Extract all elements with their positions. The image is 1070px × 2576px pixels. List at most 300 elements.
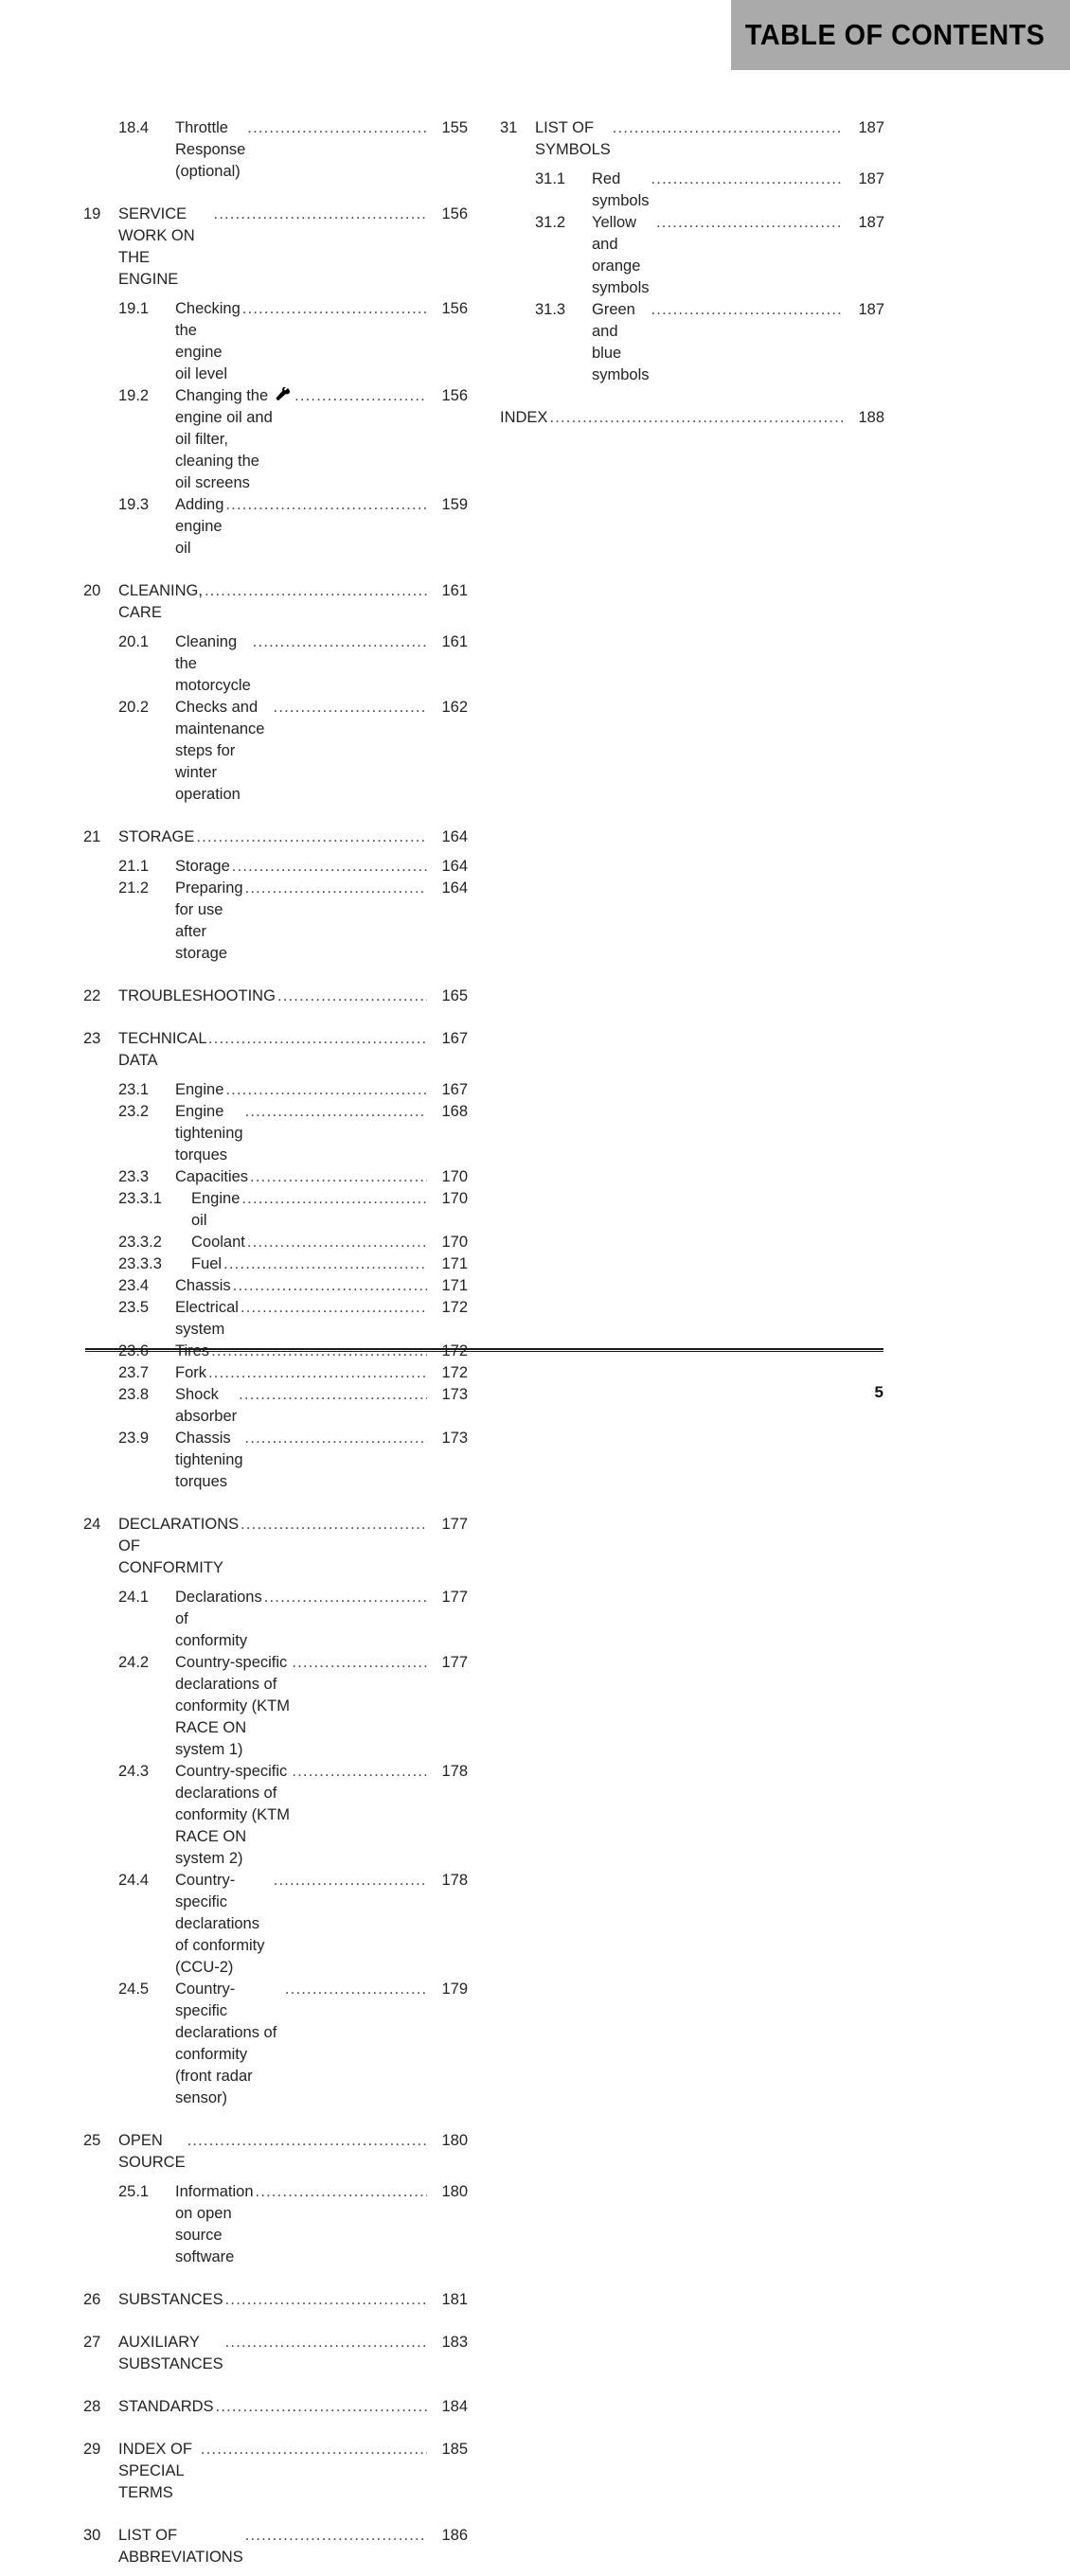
toc-leader-row <box>191 1232 468 1253</box>
toc-entry-number: 21.2 <box>118 879 150 897</box>
toc-entry[interactable] <box>83 1028 468 1072</box>
toc-entry-title-block <box>118 1514 468 1579</box>
toc-entry-title: STANDARDS <box>118 2398 214 2415</box>
toc-entry-number: 19 <box>83 205 101 222</box>
toc-entry-page: 171 <box>441 1277 468 1294</box>
toc-entry-number: 23.6 <box>118 1342 150 1359</box>
toc-entry[interactable] <box>83 1362 468 1384</box>
toc-leader-row <box>592 169 884 212</box>
toc-leader-dots <box>250 1166 427 1188</box>
toc-entry[interactable] <box>83 1275 468 1297</box>
toc-leader-row <box>175 494 468 560</box>
toc-entry-title-block <box>175 1079 468 1101</box>
toc-leader-dots <box>216 2396 427 2418</box>
toc-entry[interactable] <box>83 1587 468 1652</box>
toc-leader-row <box>175 1652 468 1761</box>
toc-entry[interactable] <box>83 1253 468 1275</box>
toc-entry-page: 167 <box>441 1030 468 1047</box>
toc-entry-title: INDEX <box>500 409 548 426</box>
toc-leader-row <box>175 856 468 878</box>
toc-entry-title-block <box>175 1652 468 1761</box>
toc-entry-page: 172 <box>441 1299 468 1316</box>
toc-entry-page: 156 <box>441 300 468 317</box>
toc-right-column <box>500 117 884 2576</box>
toc-entry-title: Coolant <box>191 1234 245 1251</box>
toc-entry-number: 24.5 <box>118 1981 150 1998</box>
toc-entry-page: 156 <box>441 205 468 222</box>
toc-leader-dots <box>256 2181 427 2203</box>
toc-entry-title: TROUBLESHOOTING <box>118 987 276 1004</box>
toc-leader-dots <box>241 1188 427 1210</box>
toc-entry-title: SERVICE WORK ON THE ENGINE <box>118 205 195 288</box>
toc-entry-title-block <box>118 2439 468 2504</box>
toc-entry-number: 19.1 <box>118 300 150 317</box>
toc-entry-title-block <box>175 1428 468 1493</box>
toc-entry-title: LIST OF ABBREVIATIONS <box>118 2527 243 2566</box>
toc-entry-page: 187 <box>858 170 884 187</box>
toc-entry[interactable] <box>500 212 884 299</box>
toc-leader-row <box>175 1297 468 1341</box>
toc-entry-number: 20 <box>83 582 101 599</box>
toc-entry-number: 29 <box>83 2441 101 2458</box>
toc-entry-title: CLEANING, CARE <box>118 582 203 621</box>
toc-entry-page: 172 <box>441 1342 468 1359</box>
toc-entry-title-block <box>175 298 468 385</box>
toc-leader-row <box>175 1166 468 1188</box>
toc-entry-title-block <box>175 1870 468 1979</box>
toc-entry[interactable] <box>83 204 468 291</box>
toc-entry-title-block <box>118 826 468 848</box>
toc-entry[interactable] <box>83 2439 468 2504</box>
toc-leader-row <box>118 204 468 291</box>
toc-entry-page: 181 <box>441 2291 468 2308</box>
toc-entry-page: 164 <box>441 858 468 875</box>
toc-entry-title: LIST OF SYMBOLS <box>535 119 611 158</box>
toc-entry[interactable] <box>83 1428 468 1493</box>
toc-leader-row <box>500 407 884 429</box>
toc-entry-title-block <box>175 1275 468 1297</box>
toc-entry-title: Country-specific declarations of conformity (CCU-2) <box>175 1872 265 1976</box>
toc-leader-row <box>175 1587 468 1652</box>
toc-entry-title: Fuel <box>191 1255 223 1272</box>
toc-entry-page: 161 <box>441 633 468 650</box>
toc-entry-number: 23.2 <box>118 1103 150 1120</box>
toc-leader-row <box>592 212 884 299</box>
toc-entry-page: 170 <box>441 1168 468 1185</box>
toc-entry-title: Engine oil <box>191 1190 241 1229</box>
toc-entry-page: 187 <box>858 214 884 231</box>
toc-leader-dots <box>208 1362 427 1384</box>
wrench-icon <box>276 387 290 400</box>
toc-entry-title-block <box>175 1166 468 1188</box>
toc-entry-title-block <box>175 878 468 965</box>
toc-entry-page: 185 <box>441 2441 468 2458</box>
toc-entry[interactable] <box>83 117 468 183</box>
toc-leader-row <box>175 697 468 806</box>
toc-leader-dots <box>213 204 427 225</box>
toc-entry[interactable] <box>83 2525 468 2568</box>
toc-entry-number: 20.2 <box>118 699 150 716</box>
toc-leader-dots <box>241 1297 427 1319</box>
toc-leader-row <box>175 1079 468 1101</box>
toc-entry-number: 23 <box>83 1030 101 1047</box>
toc-entry-title: Fork <box>175 1364 206 1381</box>
toc-entry-number: 20.1 <box>118 633 150 650</box>
toc-entry-title-block <box>175 1362 468 1384</box>
toc-leader-row <box>118 826 468 848</box>
toc-entry-page: 161 <box>441 582 468 599</box>
page-header-band <box>731 0 1070 70</box>
toc-leader-dots <box>292 1761 427 1783</box>
toc-entry-title-block <box>175 1979 468 2109</box>
toc-entry-page: 155 <box>441 119 468 136</box>
toc-leader-dots <box>245 878 427 899</box>
toc-entry-title-block <box>175 385 468 494</box>
toc-entry[interactable] <box>500 407 884 429</box>
toc-entry-page: 164 <box>441 828 468 845</box>
toc-entry[interactable] <box>83 1101 468 1166</box>
toc-entry[interactable] <box>500 117 884 161</box>
toc-leader-row <box>175 1101 468 1166</box>
toc-entry-title: OPEN SOURCE <box>118 2132 186 2171</box>
toc-leader-row <box>535 117 884 161</box>
toc-entry-title: Country-specific declarations of conformity (KTM RACE ON system 2) <box>175 1763 291 1867</box>
toc-entry-page: 177 <box>441 1654 468 1671</box>
toc-leader-dots <box>233 1275 427 1297</box>
toc-entry-title: Throttle Response (optional) <box>175 119 246 180</box>
toc-entry[interactable] <box>83 2130 468 2174</box>
toc-entry-title-block <box>175 856 468 878</box>
toc-entry-title: Electrical system <box>175 1299 239 1338</box>
toc-entry-title: Engine <box>175 1081 224 1098</box>
toc-entry[interactable] <box>83 2396 468 2418</box>
toc-entry-title-block <box>118 2396 468 2418</box>
toc-entry-page: 183 <box>441 2334 468 2351</box>
toc-entry-page: 162 <box>441 699 468 716</box>
toc-leader-row <box>175 631 468 697</box>
toc-entry[interactable] <box>83 856 468 878</box>
toc-entry-title: TECHNICAL DATA <box>118 1030 206 1069</box>
toc-entry-number: 23.1 <box>118 1081 150 1098</box>
page-title: TABLE OF CONTENTS <box>744 18 1045 51</box>
toc-leader-dots <box>196 826 427 848</box>
toc-entry-page: 186 <box>441 2527 468 2544</box>
toc-entry-title-block <box>592 212 884 299</box>
toc-entry-page: 180 <box>441 2132 468 2149</box>
toc-leader-dots <box>205 580 427 602</box>
toc-leader-dots <box>274 697 427 719</box>
toc-leader-row <box>118 2130 468 2174</box>
toc-entry-number: 23.3.3 <box>118 1255 162 1272</box>
footer-page-number: 5 <box>874 1383 883 1401</box>
toc-leader-dots <box>239 1384 427 1406</box>
toc-leader-row <box>175 1384 468 1428</box>
toc-entry-title-block <box>175 1587 468 1652</box>
toc-entry-number: 25 <box>83 2132 101 2149</box>
toc-entry-page: 165 <box>441 987 468 1004</box>
toc-leader-dots <box>241 1514 427 1536</box>
toc-leader-dots <box>223 1253 427 1275</box>
toc-entry-page: 187 <box>858 301 884 318</box>
toc-leader-dots <box>274 1870 427 1892</box>
toc-entry-page: 173 <box>441 1430 468 1447</box>
toc-leader-row <box>118 2396 468 2418</box>
toc-leader-dots <box>264 1587 427 1608</box>
toc-entry[interactable] <box>83 385 468 494</box>
toc-entry-title-block <box>118 986 468 1007</box>
toc-entry-title-block <box>118 1028 468 1072</box>
toc-entry-title-block <box>175 631 468 697</box>
toc-entry-page: 178 <box>441 1763 468 1780</box>
toc-entry[interactable] <box>83 986 468 1007</box>
toc-entry-page: 167 <box>441 1081 468 1098</box>
toc-entry-title-block <box>592 299 884 386</box>
toc-entry[interactable] <box>83 1079 468 1101</box>
toc-entry-title-block <box>175 2181 468 2268</box>
toc-entry-page: 188 <box>858 409 884 426</box>
toc-leader-row <box>175 385 468 494</box>
toc-entry-title: Yellow and orange symbols <box>592 214 650 296</box>
toc-entry[interactable] <box>83 2181 468 2268</box>
toc-entry-title-block <box>191 1253 468 1275</box>
toc-leader-row <box>118 986 468 1007</box>
toc-entry-page: 179 <box>441 1981 468 1998</box>
toc-entry-number: 31.1 <box>535 170 566 187</box>
toc-leader-row <box>175 117 468 183</box>
toc-entry-number: 21.1 <box>118 858 150 875</box>
toc-entry[interactable] <box>83 580 468 624</box>
toc-leader-dots <box>613 117 844 139</box>
toc-entry-number: 31.3 <box>535 301 566 318</box>
toc-entry-title: Capacities <box>175 1168 249 1185</box>
toc-leader-row <box>175 298 468 385</box>
toc-entry-page: 178 <box>441 1872 468 1889</box>
toc-entry-number: 19.2 <box>118 387 150 404</box>
toc-entry-title: Engine tightening torques <box>175 1103 243 1164</box>
toc-entry-title-block <box>118 204 468 291</box>
toc-leader-row <box>592 299 884 386</box>
toc-leader-row <box>118 1028 468 1072</box>
toc-entry-title: Chassis tightening torques <box>175 1430 243 1490</box>
toc-entry-title-block <box>118 580 468 624</box>
toc-entry[interactable] <box>83 298 468 385</box>
toc-entry-title-block <box>191 1232 468 1253</box>
toc-leader-dots <box>247 1232 427 1253</box>
toc-entry-title: Checks and maintenance steps for winter operation <box>175 699 265 803</box>
toc-entry-number: 24 <box>83 1516 101 1533</box>
toc-entry-page: 180 <box>441 2183 468 2200</box>
toc-entry-title: Checking the engine oil level <box>175 300 241 382</box>
toc-entry-number: 22 <box>83 987 101 1004</box>
toc-entry[interactable] <box>83 826 468 848</box>
toc-entry[interactable] <box>83 1870 468 1979</box>
toc-entry[interactable] <box>83 1979 468 2109</box>
toc-entry[interactable] <box>500 169 884 212</box>
toc-entry-page: 168 <box>441 1103 468 1120</box>
toc-entry-number: 23.9 <box>118 1430 150 1447</box>
toc-entry-number: 26 <box>83 2291 101 2308</box>
toc-entry-title-block <box>175 1297 468 1341</box>
toc-leader-dots <box>242 298 427 320</box>
toc-leader-dots <box>294 385 427 407</box>
toc-entry-title-block <box>118 2130 468 2174</box>
toc-entry[interactable] <box>83 1652 468 1761</box>
toc-entry-title-block <box>175 1101 468 1166</box>
toc-leader-row <box>175 1275 468 1297</box>
toc-entry-title-block <box>175 494 468 560</box>
toc-leader-dots <box>225 2332 427 2354</box>
toc-entry-title: Tires <box>175 1342 210 1359</box>
toc-entry[interactable] <box>83 1232 468 1253</box>
toc-entry-title: Changing the engine oil and oil filter, cleaning the oil screens <box>175 387 273 491</box>
toc-entry-title: DECLARATIONS OF CONFORMITY <box>118 1516 240 1576</box>
toc-leader-dots <box>225 494 427 516</box>
toc-entry-title: Cleaning the motorcycle <box>175 633 251 694</box>
toc-leader-row <box>175 1428 468 1493</box>
toc-entry-title-block <box>175 697 468 806</box>
toc-leader-row <box>118 2525 468 2568</box>
toc-entry-number: 24.3 <box>118 1763 150 1780</box>
toc-leader-row <box>118 1514 468 1579</box>
toc-leader-row <box>118 580 468 624</box>
toc-entry-title: Adding engine oil <box>175 496 224 557</box>
toc-entry-page: 171 <box>441 1255 468 1272</box>
toc-entry-title-block <box>175 117 468 183</box>
toc-entry-page: 159 <box>441 496 468 513</box>
toc-leader-dots <box>201 2439 427 2461</box>
toc-leader-row <box>118 2439 468 2504</box>
toc-entry-title-block <box>592 169 884 212</box>
toc-entry-title: Information on open source software <box>175 2183 254 2265</box>
toc-entry-page: 156 <box>441 387 468 404</box>
toc-entry-title: Chassis <box>175 1277 231 1294</box>
toc-leader-dots <box>285 1979 427 2000</box>
toc-entry-title: Shock absorber <box>175 1386 238 1425</box>
toc-entry[interactable] <box>83 1384 468 1428</box>
toc-leader-row <box>175 1362 468 1384</box>
toc-entry-number: 24.1 <box>118 1589 150 1606</box>
toc-entry-title: Declarations of conformity <box>175 1589 262 1649</box>
toc-left-column <box>83 117 468 2576</box>
toc-entry-number: 23.5 <box>118 1299 150 1316</box>
toc-entry-title: Storage <box>175 858 230 875</box>
toc-entry-number: 27 <box>83 2334 101 2351</box>
toc-entry-title: SUBSTANCES <box>118 2291 223 2308</box>
toc-leader-dots <box>247 117 427 139</box>
toc-entry-number: 23.3 <box>118 1168 150 1185</box>
toc-entry-page: 177 <box>441 1516 468 1533</box>
toc-entry-title-block <box>500 407 884 429</box>
toc-entry-title: INDEX OF SPECIAL TERMS <box>118 2441 192 2501</box>
toc-entry[interactable] <box>83 878 468 965</box>
toc-leader-dots <box>245 2525 427 2547</box>
toc-leader-row <box>175 2181 468 2268</box>
toc-leader-dots <box>277 986 427 1007</box>
toc-leader-row <box>118 2332 468 2375</box>
toc-entry-number: 23.8 <box>118 1386 150 1403</box>
toc-entry[interactable] <box>83 1166 468 1188</box>
footer-divider <box>85 1348 883 1352</box>
toc-entry-number: 23.7 <box>118 1364 150 1381</box>
toc-leader-dots <box>651 299 844 321</box>
toc-entry-title: Country-specific declarations of conformity (front radar sensor) <box>175 1981 277 2106</box>
toc-leader-dots <box>225 1079 427 1101</box>
toc-leader-row <box>118 2289 468 2311</box>
toc-columns <box>83 117 883 2576</box>
toc-entry-page: 173 <box>441 1386 468 1403</box>
toc-entry-title: Country-specific declarations of conformity (KTM RACE ON system 1) <box>175 1654 291 1758</box>
toc-entry-page: 187 <box>858 119 884 136</box>
toc-entry[interactable] <box>83 494 468 560</box>
toc-leader-row <box>175 1979 468 2109</box>
toc-leader-dots <box>245 1428 427 1449</box>
toc-leader-dots <box>651 169 844 190</box>
toc-entry-number: 30 <box>83 2527 101 2544</box>
toc-leader-row <box>175 1761 468 1870</box>
toc-entry-title: Red symbols <box>592 170 650 209</box>
toc-entry-page: 177 <box>441 1589 468 1606</box>
toc-entry-number: 21 <box>83 828 101 845</box>
toc-entry-title-block <box>118 2289 468 2311</box>
toc-entry-title: AUXILIARY SUBSTANCES <box>118 2334 223 2372</box>
toc-entry-title-block <box>175 1384 468 1428</box>
toc-entry-number: 18.4 <box>118 119 150 136</box>
toc-leader-row <box>175 878 468 965</box>
toc-entry[interactable] <box>83 1188 468 1232</box>
toc-leader-dots <box>225 2289 427 2311</box>
toc-entry[interactable] <box>83 1514 468 1579</box>
toc-entry-number: 28 <box>83 2398 101 2415</box>
toc-entry-number: 23.3.2 <box>118 1234 162 1251</box>
toc-entry-number: 31 <box>500 119 518 136</box>
toc-leader-dots <box>187 2130 427 2152</box>
toc-entry-page: 184 <box>441 2398 468 2415</box>
toc-entry-title-block <box>535 117 884 161</box>
toc-entry-title-block <box>118 2525 468 2568</box>
toc-entry-number: 23.3.1 <box>118 1190 162 1207</box>
toc-entry[interactable] <box>83 697 468 806</box>
toc-leader-dots <box>253 631 427 653</box>
toc-entry[interactable] <box>83 1297 468 1341</box>
toc-entry-number: 24.4 <box>118 1872 150 1889</box>
toc-entry-title-block <box>118 2332 468 2375</box>
toc-entry-number: 25.1 <box>118 2183 150 2200</box>
toc-entry-page: 172 <box>441 1364 468 1381</box>
toc-entry[interactable] <box>500 299 884 386</box>
toc-entry[interactable] <box>83 2289 468 2311</box>
toc-entry-number: 19.3 <box>118 496 150 513</box>
toc-entry-page: 170 <box>441 1234 468 1251</box>
toc-entry-number: 23.4 <box>118 1277 150 1294</box>
toc-leader-dots <box>245 1101 427 1123</box>
toc-entry-title-block <box>175 1761 468 1870</box>
toc-leader-row <box>191 1253 468 1275</box>
toc-entry-number: 31.2 <box>535 214 566 231</box>
toc-leader-dots <box>656 212 844 234</box>
toc-leader-dots <box>232 856 427 878</box>
toc-entry[interactable] <box>83 1761 468 1870</box>
toc-leader-dots <box>549 407 844 429</box>
toc-entry-page: 170 <box>441 1190 468 1207</box>
toc-leader-row <box>191 1188 468 1232</box>
toc-leader-dots <box>208 1028 427 1050</box>
toc-entry-title: STORAGE <box>118 828 195 845</box>
toc-entry[interactable] <box>83 631 468 697</box>
toc-leader-row <box>175 1870 468 1979</box>
toc-entry[interactable] <box>83 2332 468 2375</box>
toc-entry-title: Green and blue symbols <box>592 301 650 383</box>
toc-entry-number: 24.2 <box>118 1654 150 1671</box>
